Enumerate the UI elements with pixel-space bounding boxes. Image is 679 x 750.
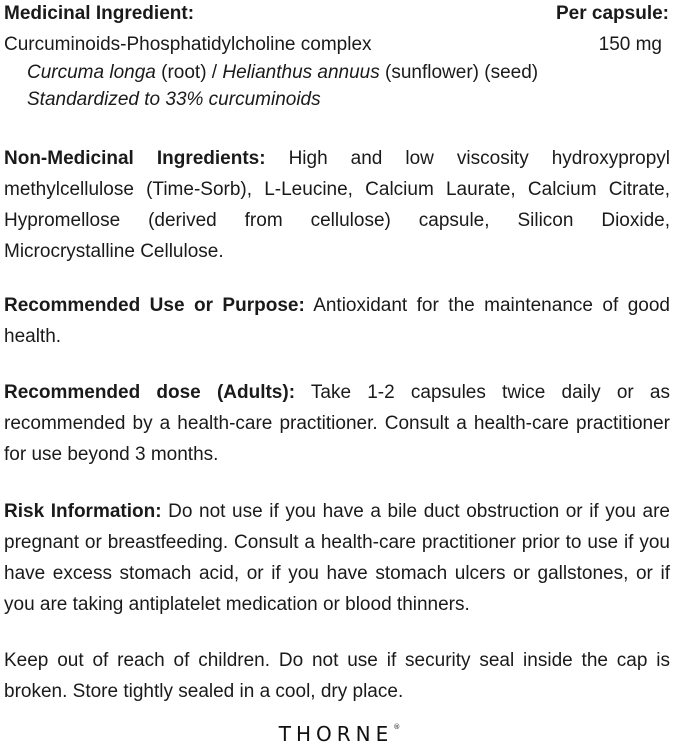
brand-name: THORNE — [278, 722, 394, 746]
ingredient-source — [27, 61, 538, 84]
recommended-dose-section — [4, 377, 670, 470]
source-part-seed: (sunflower) (seed) — [379, 62, 539, 83]
non-medicinal-heading: Non-Medicinal Ingredients: — [4, 148, 266, 169]
risk-information-section — [4, 496, 670, 620]
source-species-curcuma: Curcuma longa — [27, 62, 156, 83]
ingredient-name: Curcuminoids-Phosphatidylcholine complex — [4, 34, 372, 55]
brand-logo — [0, 722, 679, 746]
medicinal-header-row — [4, 2, 669, 25]
non-medicinal-section — [4, 143, 670, 267]
warnings-section — [4, 645, 670, 707]
recommended-use-section — [4, 290, 670, 352]
ingredient-amount: 150 mg — [598, 34, 662, 55]
recommended-dose-heading: Recommended dose (Adults): — [4, 382, 296, 403]
recommended-dose-text: Take 1-2 capsules twice daily or as recommended by a health-care practitioner. Consult a health-care practitioner for use beyond 3 months. — [4, 382, 670, 465]
source-species-helianthus: Helianthus annuus — [222, 62, 380, 83]
risk-information-heading: Risk Information: — [4, 501, 162, 522]
risk-information-text: Do not use if you have a bile duct obstruction or if you are pregnant or breastfeeding. Consult a health-care practitioner prior to use if you have excess stomach acid, or if you have stomach ulcers or gallstones, or if you are taking antiplatelet medication or blood thinners. — [4, 501, 670, 615]
non-medicinal-text: High and low viscosity hydroxypropyl methylcellulose (Time-Sorb), L-Leucine, Calcium Laurate, Calcium Citrate, Hypromellose (derived from cellulose) capsule, Silicon Dioxide, Microcrystalline Cellulose. — [4, 148, 670, 262]
medicinal-ingredient-row — [4, 33, 669, 56]
standardization-note — [27, 88, 321, 111]
source-part-root: (root) / — [155, 62, 223, 83]
recommended-use-heading: Recommended Use or Purpose: — [4, 295, 305, 316]
per-capsule-heading: Per capsule: — [556, 3, 669, 24]
standardization-text: Standardized to 33% curcuminoids — [27, 89, 321, 110]
registered-mark: ® — [393, 723, 401, 731]
medicinal-ingredient-heading: Medicinal Ingredient: — [4, 3, 195, 24]
warnings-text: Keep out of reach of children. Do not use if security seal inside the cap is broken. Store tightly sealed in a cool, dry place. — [4, 650, 670, 702]
recommended-use-text: Antioxidant for the maintenance of good health. — [4, 295, 670, 347]
